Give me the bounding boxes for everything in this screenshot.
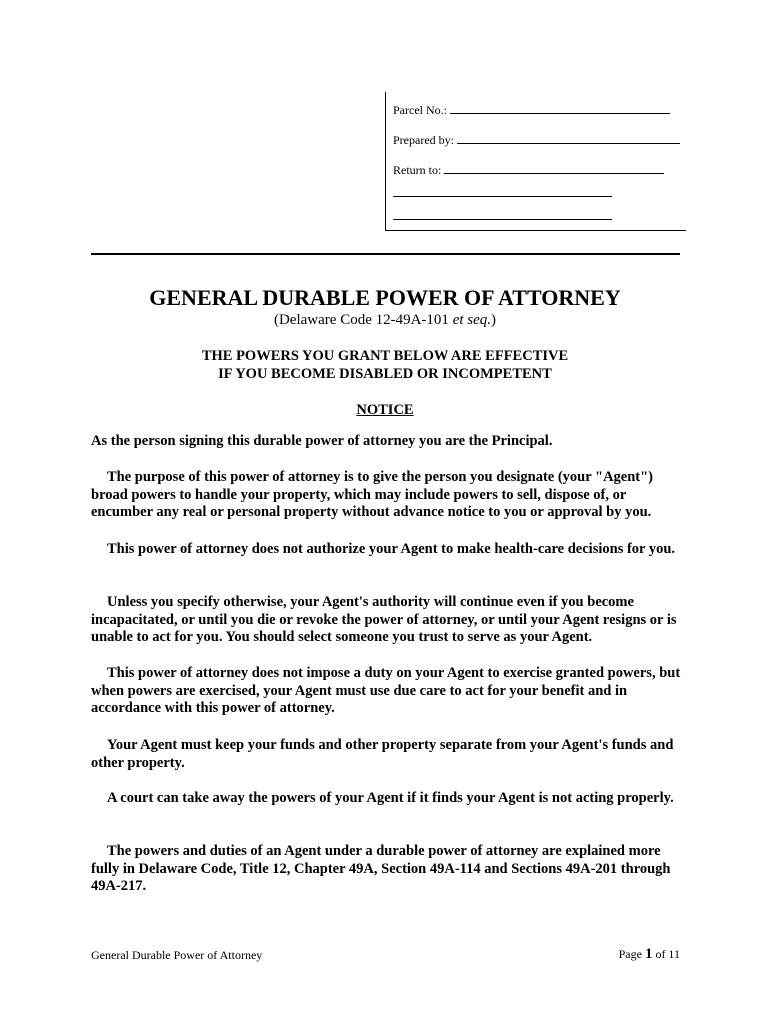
footer-page-word: Page bbox=[618, 947, 642, 961]
return-to-line bbox=[393, 162, 664, 177]
notice-heading: NOTICE bbox=[356, 402, 414, 418]
parcel-number-label: Parcel No.: bbox=[393, 103, 447, 117]
statute-citation-suffix: ) bbox=[491, 312, 497, 328]
notice-paragraph-health-care: This power of attorney does not authorize your Agent to make health-care decisions for you. bbox=[107, 541, 676, 557]
header-divider bbox=[91, 253, 680, 255]
effectiveness-warning-line-1: THE POWERS YOU GRANT BELOW ARE EFFECTIVE bbox=[201, 348, 569, 364]
notice-paragraph-statute-reference: The powers and duties of an Agent under a durable power of attorney are explained more fully in Delaware Code, Title 12, Chapter 49A, Section 49A-114 and Sections 49A-201 through 49A-217. bbox=[91, 843, 671, 895]
prepared-by-field[interactable] bbox=[457, 132, 680, 144]
footer-page-current: 1 bbox=[644, 946, 653, 962]
recording-info-box bbox=[385, 92, 686, 231]
parcel-number-line bbox=[393, 102, 670, 117]
notice-paragraph-separate-funds: Your Agent must keep your funds and other property separate from your Agent's funds and other property. bbox=[91, 737, 674, 771]
prepared-by-line bbox=[393, 132, 680, 147]
footer-page-number bbox=[619, 946, 680, 962]
statute-citation-prefix: (Delaware Code 12-49A-101 bbox=[273, 312, 453, 328]
return-address-line-2[interactable] bbox=[393, 219, 612, 220]
footer-page-total: of 11 bbox=[655, 947, 680, 961]
notice-paragraph-duty: This power of attorney does not impose a duty on your Agent to exercise granted powers, but when powers are exercised, your Agent must use due care to act for your benefit and in accordance with this power of attorney. bbox=[91, 665, 681, 717]
return-to-field[interactable] bbox=[444, 162, 664, 174]
prepared-by-label: Prepared by: bbox=[393, 133, 454, 147]
notice-paragraph-principal: As the person signing this durable power of attorney you are the Principal. bbox=[91, 433, 553, 449]
notice-paragraph-duration: Unless you specify otherwise, your Agent's authority will continue even if you become incapacitated, or until you die or revoke the power of attorney, or until your Agent resigns or is unable to act for you. You should select someone you trust to serve as your Agent. bbox=[91, 594, 677, 646]
parcel-number-field[interactable] bbox=[450, 102, 670, 114]
notice-paragraph-purpose: The purpose of this power of attorney is to give the person you designate (your "Agent") broad powers to handle your property, which may include powers to sell, dispose of, or encumber any real or personal property without advance notice to you or approval by you. bbox=[91, 469, 654, 521]
footer-document-name: General Durable Power of Attorney bbox=[91, 948, 263, 962]
effectiveness-warning-line-2: IF YOU BECOME DISABLED OR INCOMPETENT bbox=[218, 366, 552, 382]
notice-paragraph-court: A court can take away the powers of your Agent if it finds your Agent is not acting properly. bbox=[107, 790, 674, 806]
return-address-line-1[interactable] bbox=[393, 196, 612, 197]
statute-citation-italic: et seq. bbox=[452, 312, 492, 328]
statute-citation bbox=[0, 311, 770, 329]
return-to-label: Return to: bbox=[393, 163, 442, 177]
document-title: GENERAL DURABLE POWER OF ATTORNEY bbox=[149, 285, 621, 310]
